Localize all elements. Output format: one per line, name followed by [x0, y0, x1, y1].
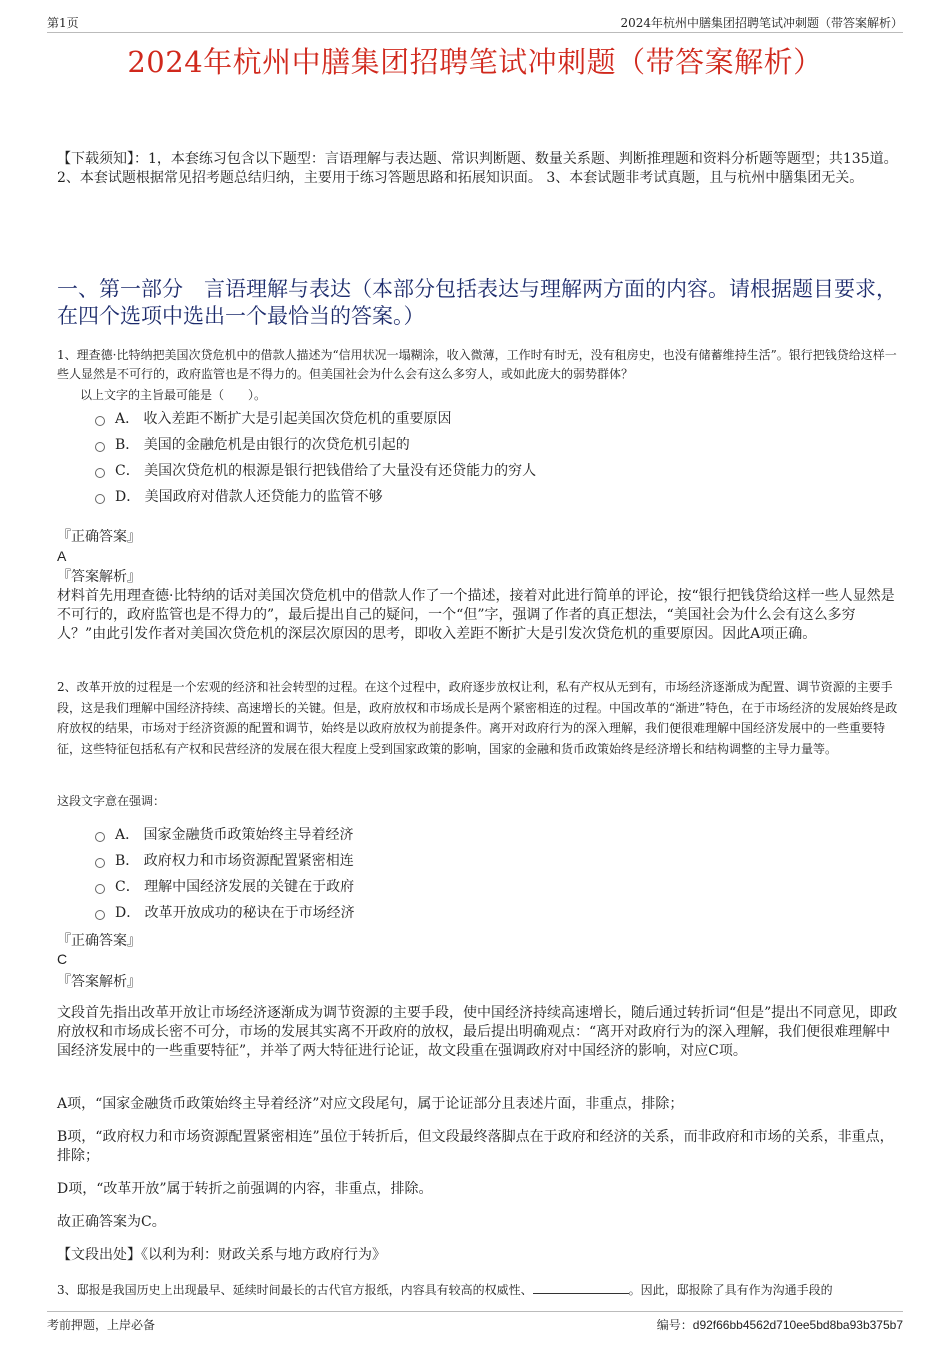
- page-number: 第1页: [47, 16, 79, 30]
- q1-analysis-label: 『答案解析』: [57, 569, 141, 585]
- page-header: [47, 14, 903, 33]
- header-doc-title: 2024年杭州中膳集团招聘笔试冲刺题（带答案解析）: [620, 16, 903, 30]
- q1-option-d[interactable]: D． 美国政府对借款人还贷能力的监管不够: [95, 487, 383, 507]
- radio-icon[interactable]: [95, 494, 105, 504]
- q2-answer: C: [57, 951, 68, 967]
- q2-d-note: D项，“改革开放”属于转折之前强调的内容，非重点，排除。: [57, 1181, 433, 1197]
- q2-source: 【文段出处】《以利为利：财政关系与地方政府行为》: [57, 1247, 386, 1263]
- q1-question: 以上文字的主旨最可能是（ ）。: [80, 388, 267, 402]
- q2-analysis: 文段首先指出改革开放让市场经济逐渐成为调节资源的主要手段，使中国经济持续高速增长，随后通过转折词“但是”提出不同意见，即政府放权和市场成长密不可分，市场的发展其实离不开政府的放权，最后提出明确观点：“离开对政府行为的深入理解，我们便很难理解中国经济发展中的一些重要特征”，并举了两大特征进行论证，故文段重在强调政府对中国经济的影响，对应C项。: [57, 1005, 898, 1059]
- q2-answer-label: 『正确答案』: [57, 933, 141, 949]
- document-title: 2024年杭州中膳集团招聘笔试冲刺题（带答案解析）: [127, 45, 823, 79]
- q2-conclusion: 故正确答案为C。: [57, 1214, 166, 1230]
- q3-stem: 3、邸报是我国历史上出现最早、延续时间最长的古代官方报纸，内容具有较高的权威性、 。因此，邸报除了具有作为沟通手段的: [57, 1283, 833, 1297]
- radio-icon[interactable]: [95, 442, 105, 452]
- q2-a-note: A项，“国家金融货币政策始终主导着经济”对应文段尾句，属于论证部分且表述片面，非重点，排除；: [57, 1096, 684, 1112]
- q2-option-b[interactable]: B． 政府权力和市场资源配置紧密相连: [95, 851, 354, 871]
- radio-icon[interactable]: [95, 858, 105, 868]
- q2-question: 这段文字意在强调：: [57, 794, 166, 808]
- footer-slogan: 考前押题，上岸必备: [47, 1318, 156, 1332]
- radio-icon[interactable]: [95, 468, 105, 478]
- radio-icon[interactable]: [95, 832, 105, 842]
- q1-answer: A: [57, 548, 67, 564]
- radio-icon[interactable]: [95, 910, 105, 920]
- q1-analysis: 材料首先用理查德·比特纳的话对美国次贷危机中的借款人作了一个描述，接着对此进行简单的评论，按“银行把钱贷给这样一些人显然是不可行的，政府监管也是不得力的”，最后提出自己的疑问，一个“但”字，强调了作者的真正想法，“美国社会为什么会有这么多穷人？”由此引发作者对美国次贷危机的深层次原因的思考，即收入差距不断扩大是引发次贷危机的重要原因。因此A项正确。: [57, 588, 895, 642]
- q2-option-d[interactable]: D． 改革开放成功的秘诀在于市场经济: [95, 903, 355, 923]
- q1-option-b[interactable]: B． 美国的金融危机是由银行的次贷危机引起的: [95, 435, 410, 455]
- section-heading: 一、第一部分 言语理解与表达（本部分包括表达与理解两方面的内容。请根据题目要求，在四个选项中选出一个最恰当的答案。）: [57, 277, 897, 328]
- fill-blank: [533, 1281, 629, 1294]
- footer-serial: 编号：d92f66bb4562d710ee5bd8ba93b375b7: [656, 1318, 903, 1332]
- radio-icon[interactable]: [95, 416, 105, 426]
- download-notice: 【下载须知】：1，本套练习包含以下题型：言语理解与表达题、常识判断题、数量关系题、判断推理题和资料分析题等题型；共135道。 2、本套试题根据常见招考题总结归纳，主要用于练习答题思路和拓展知识面。 3、本套试题非考试真题，且与杭州中膳集团无关。: [57, 151, 898, 186]
- q1-option-c[interactable]: C． 美国次贷危机的根源是银行把钱借给了大量没有还贷能力的穷人: [95, 461, 536, 481]
- q1-option-a[interactable]: A． 收入差距不断扩大是引起美国次贷危机的重要原因: [95, 409, 452, 429]
- q1-answer-label: 『正确答案』: [57, 529, 141, 545]
- q2-b-note: B项，“政府权力和市场资源配置紧密相连”虽位于转折后，但文段最终落脚点在于政府和经济的关系，而非政府和市场的关系，非重点，排除；: [57, 1129, 894, 1164]
- q2-option-a[interactable]: A． 国家金融货币政策始终主导着经济: [95, 825, 354, 845]
- q2-option-c[interactable]: C． 理解中国经济发展的关键在于政府: [95, 877, 354, 897]
- q2-stem: 2、改革开放的过程是一个宏观的经济和社会转型的过程。在这个过程中，政府逐步放权让利，私有产权从无到有，市场经济逐渐成为配置、调节资源的主要手段，这是我们理解中国经济持续、高速增长的关键。但是，政府放权和市场成长是两个紧密相连的过程。中国改革的“渐进”特色，在于市场经济的发展始终是政府放权的结果，市场对于经济资源的配置和调节，始终是以政府放权为前提条件。离开对政府行为的深入理解，我们便很难理解中国经济发展中的一些重要特征，这些特征包括私有产权和民营经济的发展在很大程度上受到国家政策的影响，国家的金融和货币政策始终是经济增长和结构调整的主导力量等。: [57, 680, 898, 756]
- q1-stem: 1、理查德·比特纳把美国次贷危机中的借款人描述为“信用状况一塌糊涂，收入微薄，工作时有时无，没有租房史，也没有储蓄维持生活”。银行把钱贷给这样一些人显然是不可行的，政府监管也是不得力的。但美国社会为什么会有这么多穷人，或如此庞大的弱势群体？: [57, 348, 897, 381]
- radio-icon[interactable]: [95, 884, 105, 894]
- q2-analysis-label: 『答案解析』: [57, 974, 141, 990]
- page-footer: [47, 1311, 903, 1336]
